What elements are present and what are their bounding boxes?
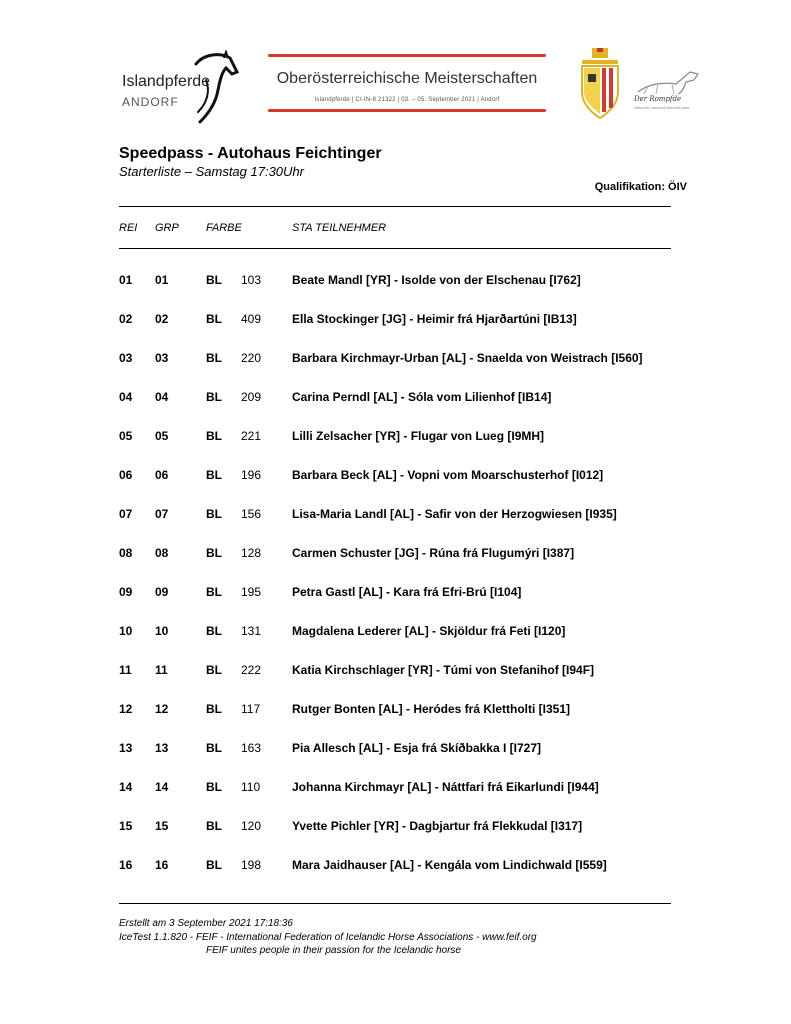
cell-grp: 02	[155, 312, 169, 326]
table-row	[0, 702, 791, 718]
cell-rei: 10	[119, 624, 133, 638]
cell-sta: 163	[241, 741, 262, 755]
cell-participant: Lilli Zelsacher [YR] - Flugar von Lueg [I9MH]	[292, 429, 545, 443]
cell-farbe: BL	[206, 273, 222, 287]
cell-sta: 131	[241, 624, 262, 638]
cell-farbe: BL	[206, 312, 222, 326]
cell-participant: Beate Mandl [YR] - Isolde von der Elschenau [I762]	[292, 273, 581, 287]
cell-sta: 220	[241, 351, 262, 365]
table-row	[0, 390, 791, 406]
cell-rei: 01	[119, 273, 133, 287]
cell-farbe: BL	[206, 741, 222, 755]
cell-grp: 01	[155, 273, 169, 287]
cell-grp: 12	[155, 702, 169, 716]
table-row	[0, 429, 791, 445]
cell-farbe: BL	[206, 819, 222, 833]
cell-participant: Barbara Beck [AL] - Vopni vom Moarschusterhof [I012]	[292, 468, 604, 482]
cell-farbe: BL	[206, 663, 222, 677]
horse-head-icon	[190, 50, 240, 130]
cell-sta: 209	[241, 390, 262, 404]
cell-farbe: BL	[206, 390, 222, 404]
cell-farbe: BL	[206, 507, 222, 521]
right-logo-name: Der Rompfde	[634, 95, 682, 103]
cell-participant: Lisa-Maria Landl [AL] - Safir von der Herzogwiesen [I935]	[292, 507, 617, 521]
column-header-farbe: FARBE	[206, 222, 242, 234]
table-row	[0, 273, 791, 289]
red-divider-bottom	[268, 109, 546, 112]
footer-created: Erstellt am 3 September 2021 17:18:36	[119, 918, 293, 929]
cell-rei: 09	[119, 585, 133, 599]
table-row	[0, 780, 791, 796]
reitverein-logo	[628, 64, 703, 114]
cell-farbe: BL	[206, 780, 222, 794]
cell-rei: 05	[119, 429, 133, 443]
cell-farbe: BL	[206, 858, 222, 872]
cell-rei: 16	[119, 858, 133, 872]
cell-sta: 110	[241, 780, 261, 794]
cell-sta: 120	[241, 819, 262, 833]
cell-rei: 06	[119, 468, 133, 482]
cell-rei: 08	[119, 546, 133, 560]
cell-sta: 198	[241, 858, 262, 872]
cell-grp: 14	[155, 780, 169, 794]
cell-sta: 128	[241, 546, 262, 560]
cell-farbe: BL	[206, 429, 222, 443]
cell-grp: 05	[155, 429, 169, 443]
header-rule-top	[119, 206, 671, 207]
event-header	[268, 50, 546, 110]
cell-farbe: BL	[206, 585, 222, 599]
cell-participant: Petra Gastl [AL] - Kara frá Efri-Brú [I104]	[292, 585, 522, 599]
cell-participant: Mara Jaidhauser [AL] - Kengála vom Lindichwald [I559]	[292, 858, 607, 872]
cell-farbe: BL	[206, 468, 222, 482]
cell-grp: 04	[155, 390, 169, 404]
red-divider-top	[268, 54, 546, 57]
table-row	[0, 546, 791, 562]
logo-place: ANDORF	[122, 95, 179, 109]
cell-participant: Carmen Schuster [JG] - Rúna frá Flugumýri [I387]	[292, 546, 575, 560]
table-row	[0, 858, 791, 874]
table-row	[0, 585, 791, 601]
table-row	[0, 663, 791, 679]
cell-rei: 15	[119, 819, 133, 833]
cell-sta: 196	[241, 468, 262, 482]
footer-rule	[119, 903, 671, 904]
footer-software: IceTest 1.1.820 - FEIF - International Federation of Icelandic Horse Associations - www.feif.org	[119, 932, 537, 943]
cell-farbe: BL	[206, 624, 222, 638]
cell-sta: 222	[241, 663, 262, 677]
cell-participant: Barbara Kirchmayr-Urban [AL] - Snaelda von Weistrach [I560]	[292, 351, 643, 365]
column-header-grp: GRP	[155, 222, 179, 234]
event-subtitle: Islandpferde | CI-IN-8 21322 | 03. – 05. September 2021 | Andorf	[314, 97, 500, 103]
cell-participant: Magdalena Lederer [AL] - Skjöldur frá Feti [I120]	[292, 624, 566, 638]
cell-rei: 14	[119, 780, 133, 794]
table-row	[0, 468, 791, 484]
cell-sta: 221	[241, 429, 262, 443]
islandpferde-andorf-logo	[118, 50, 243, 130]
column-header-sta-teilnehmer: STA TEILNEHMER	[292, 222, 387, 234]
logo-name: Islandpferde	[122, 73, 211, 90]
cell-farbe: BL	[206, 351, 222, 365]
cell-sta: 117	[241, 702, 261, 716]
table-row	[0, 741, 791, 757]
cell-participant: Yvette Pichler [YR] - Dagbjartur frá Flekkudal [I317]	[292, 819, 583, 833]
cell-grp: 08	[155, 546, 169, 560]
page-subtitle: Starterliste – Samstag 17:30Uhr	[119, 164, 304, 179]
cell-grp: 16	[155, 858, 169, 872]
cell-grp: 15	[155, 819, 169, 833]
header-rule-bottom	[119, 248, 671, 249]
cell-sta: 103	[241, 273, 262, 287]
cell-grp: 13	[155, 741, 169, 755]
cell-sta: 156	[241, 507, 262, 521]
table-row	[0, 624, 791, 640]
cell-participant: Katia Kirchschlager [YR] - Túmi von Stefanihof [I94F]	[292, 663, 595, 677]
cell-grp: 09	[155, 585, 169, 599]
cell-rei: 12	[119, 702, 133, 716]
cell-farbe: BL	[206, 546, 222, 560]
cell-grp: 06	[155, 468, 169, 482]
cell-rei: 07	[119, 507, 133, 521]
event-title: Oberösterreichische Meisterschaften	[276, 70, 538, 87]
cell-sta: 195	[241, 585, 262, 599]
right-logo-subtitle: reitverein ranzhof steinhof-wels	[634, 105, 690, 110]
cell-grp: 07	[155, 507, 169, 521]
cell-grp: 10	[155, 624, 169, 638]
cell-rei: 02	[119, 312, 133, 326]
cell-participant: Carina Perndl [AL] - Sóla vom Lilienhof [IB14]	[292, 390, 552, 404]
cell-rei: 11	[119, 663, 132, 677]
cell-rei: 13	[119, 741, 133, 755]
table-row	[0, 351, 791, 367]
table-row	[0, 819, 791, 835]
cell-rei: 04	[119, 390, 133, 404]
cell-participant: Rutger Bonten [AL] - Heródes frá Klettholti [I351]	[292, 702, 571, 716]
cell-participant: Ella Stockinger [JG] - Heimir frá Hjarðartúni [IB13]	[292, 312, 577, 326]
cell-grp: 11	[155, 663, 168, 677]
table-row	[0, 312, 791, 328]
horse-sketch-icon	[628, 64, 703, 96]
footer-slogan: FEIF unites people in their passion for the Icelandic horse	[206, 945, 461, 956]
page-title: Speedpass - Autohaus Feichtinger	[119, 145, 382, 162]
cell-participant: Pia Allesch [AL] - Esja frá Skíðbakka I [I727]	[292, 741, 541, 755]
cell-sta: 409	[241, 312, 262, 326]
cell-rei: 03	[119, 351, 133, 365]
cell-participant: Johanna Kirchmayr [AL] - Náttfari frá Eikarlundi [I944]	[292, 780, 599, 794]
cell-grp: 03	[155, 351, 169, 365]
table-row	[0, 507, 791, 523]
coat-of-arms-icon	[578, 48, 622, 120]
qualification-label: Qualifikation: ÖIV	[594, 181, 687, 193]
column-header-rei: REI	[119, 222, 138, 234]
cell-farbe: BL	[206, 702, 222, 716]
